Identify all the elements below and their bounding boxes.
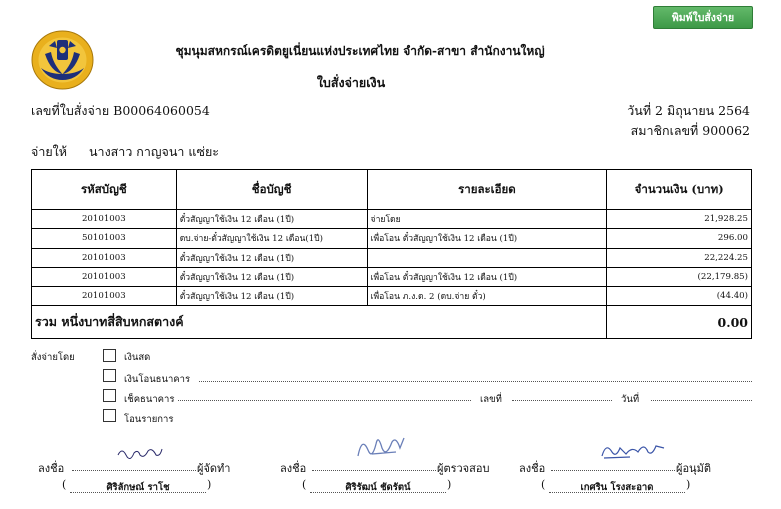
checker-open-paren: ( [302,478,307,491]
cell-detail: เพื่อโอน ตั๋วสัญญาใช้เงิน 12 เดือน (1ปี) [367,229,607,248]
approver-role: ผู้อนุมัติ [676,462,711,475]
member-number: สมาชิกเลขที่ 900062 [630,123,750,138]
print-order-button[interactable]: พิมพ์ใบสั่งจ่าย [653,6,753,29]
payment-method-label: สั่งจ่ายโดย [31,352,75,363]
cheque-date-label: วันที่ [621,394,640,405]
cash-checkbox[interactable] [103,349,116,362]
list-transfer-option-label: โอนรายการ [124,414,174,425]
preparer-signature [116,443,164,463]
header-account-name: ชื่อบัญชี [176,170,367,210]
total-row [32,306,752,339]
cell-code: 20101003 [32,248,177,267]
table-row [32,267,752,286]
order-date: วันที่ 2 มิถุนายน 2564 [627,103,750,118]
cell-account: ดบ.จ่าย-ตั๋วสัญญาใช้เงิน 12 เดือน(1ปี) [176,229,367,248]
checker-close-paren: ) [447,478,452,491]
cooperative-logo [31,30,94,90]
preparer-role: ผู้จัดทำ [197,462,231,475]
preparer-sign-line [72,470,196,471]
checker-name: ศิริรัฒน์ ชัดรัตน์ [345,482,411,493]
list-transfer-checkbox[interactable] [103,409,116,422]
approver-sign-line [551,470,675,471]
checker-name-line [310,492,446,493]
table-row [32,210,752,229]
preparer-name-line [70,492,206,493]
bank-transfer-checkbox[interactable] [103,369,116,382]
cheque-bank-fill-line [178,400,471,401]
checker-role: ผู้ตรวจสอบ [437,462,490,475]
preparer-name: ศิริลักษณ์ ราโช [106,482,170,493]
checker-sign-line [312,470,436,471]
approver-signature [600,438,666,462]
cell-code: 20101003 [32,267,177,286]
cell-code: 20101003 [32,210,177,229]
cell-amount: (44.40) [607,287,752,306]
checker-sign-label: ลงชื่อ [280,462,307,475]
cheque-number-label: เลขที่ [480,394,502,405]
cheque-date-fill-line [651,400,752,401]
cell-detail: จ่ายโดย [367,210,607,229]
cell-account: ตั๋วสัญญาใช้เงิน 12 เดือน (1ปี) [176,210,367,229]
table-row [32,229,752,248]
total-in-words: รวม หนึ่งบาทสี่สิบหกสตางค์ [32,306,607,339]
cell-account: ตั๋วสัญญาใช้เงิน 12 เดือน (1ปี) [176,287,367,306]
table-header-row [32,170,752,210]
bank-transfer-fill-line [199,381,752,382]
checker-signature [352,430,410,464]
cell-account: ตั๋วสัญญาใช้เงิน 12 เดือน (1ปี) [176,248,367,267]
approver-name-line [549,492,685,493]
header-amount: จำนวนเงิน (บาท) [607,170,752,210]
payment-items-table [31,169,752,339]
preparer-close-paren: ) [207,478,212,491]
cheque-number-fill-line [512,400,612,401]
approver-close-paren: ) [686,478,691,491]
approver-sign-label: ลงชื่อ [519,462,546,475]
total-amount: 0.00 [607,306,752,339]
organization-name: ชุมนุมสหกรณ์เครดิตยูเนี่ยนแห่งประเทศไทย จำกัด-สาขา สำนักงานใหญ่ [175,44,545,58]
bank-transfer-option-label: เงินโอนธนาคาร [124,374,191,385]
cell-amount: (22,179.85) [607,267,752,286]
approver-name: เกศริน โรงสะอาด [580,482,654,493]
cell-detail: เพื่อโอน ตั๋วสัญญาใช้เงิน 12 เดือน (1ปี) [367,267,607,286]
approver-open-paren: ( [541,478,546,491]
order-number: เลขที่ใบสั่งจ่าย B00064060054 [31,103,210,118]
table-row [32,287,752,306]
cell-code: 20101003 [32,287,177,306]
header-detail: รายละเอียด [367,170,607,210]
cell-code: 50101003 [32,229,177,248]
cell-amount: 22,224.25 [607,248,752,267]
pay-to-label: จ่ายให้ [31,144,68,159]
cell-detail [367,248,607,267]
cell-account: ตั๋วสัญญาใช้เงิน 12 เดือน (1ปี) [176,267,367,286]
preparer-sign-label: ลงชื่อ [38,462,65,475]
table-row [32,248,752,267]
pay-to-name: นางสาว กาญจนา แซ่ยะ [89,144,219,159]
cheque-checkbox[interactable] [103,389,116,402]
document-title: ใบสั่งจ่ายเงิน [316,75,386,90]
header-account-code: รหัสบัญชี [32,170,177,210]
cell-amount: 21,928.25 [607,210,752,229]
cheque-option-label: เช็คธนาคาร [124,394,175,405]
preparer-open-paren: ( [62,478,67,491]
cell-amount: 296.00 [607,229,752,248]
cash-option-label: เงินสด [124,352,151,363]
cell-detail: เพื่อโอน ภ.ง.ด. 2 (ดบ.จ่าย ตั๋ว) [367,287,607,306]
